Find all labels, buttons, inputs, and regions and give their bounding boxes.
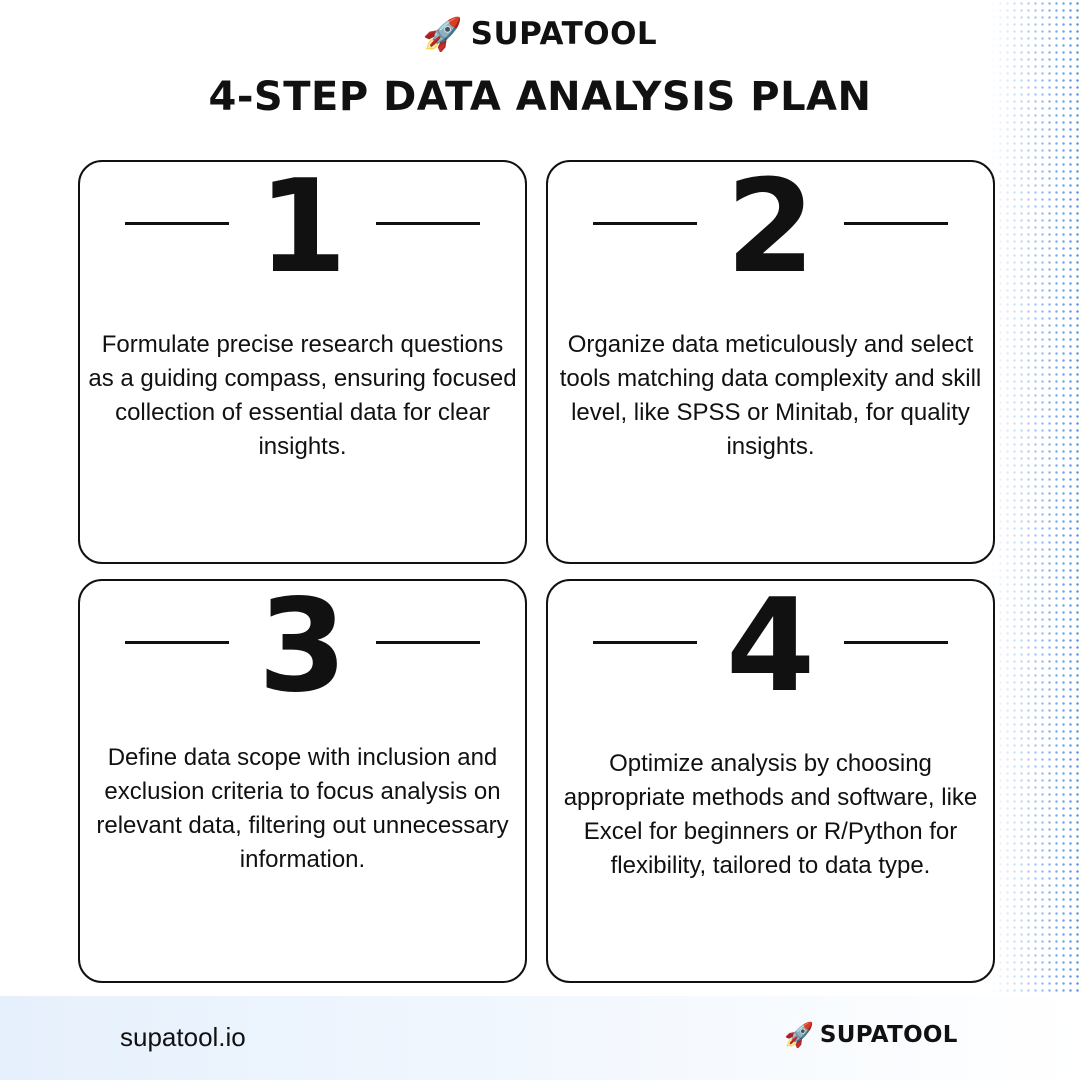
page-title: 4-STEP DATA ANALYSIS PLAN	[208, 74, 872, 120]
step-description: Organize data meticulously and select tools matching data complexity and skill level, like SPSS or Minitab, for quality insights.	[559, 331, 982, 460]
rocket-icon: 🚀	[422, 15, 463, 53]
rocket-icon: 🚀	[784, 1021, 814, 1049]
website-link[interactable]: supatool.io	[120, 1022, 246, 1052]
step-card-2	[546, 153, 995, 564]
decorative-dot-pattern	[990, 0, 1080, 1080]
step-card-3	[78, 572, 527, 983]
step-number: 2	[725, 153, 816, 302]
footer-logo	[784, 1020, 958, 1050]
footer-bar	[0, 996, 1080, 1080]
header-logo	[0, 14, 1080, 54]
step-description: Formulate precise research questions as a guiding compass, ensuring focused collection of essential data for clear insights.	[88, 331, 517, 460]
step-card-4	[546, 572, 995, 983]
step-number: 1	[257, 153, 348, 302]
step-description: Define data scope with inclusion and exclusion criteria to focus analysis on relevant data, filtering out unnecessary information.	[96, 744, 509, 873]
footer-brand-name: SUPATOOL	[819, 1022, 958, 1048]
step-description: Optimize analysis by choosing appropriate methods and software, like Excel for beginners or R/Python for flexibility, tailored to data type.	[563, 750, 978, 879]
step-number: 3	[257, 572, 348, 721]
brand-name: SUPATOOL	[470, 16, 658, 52]
step-number: 4	[725, 572, 816, 721]
step-card-1	[78, 153, 527, 564]
